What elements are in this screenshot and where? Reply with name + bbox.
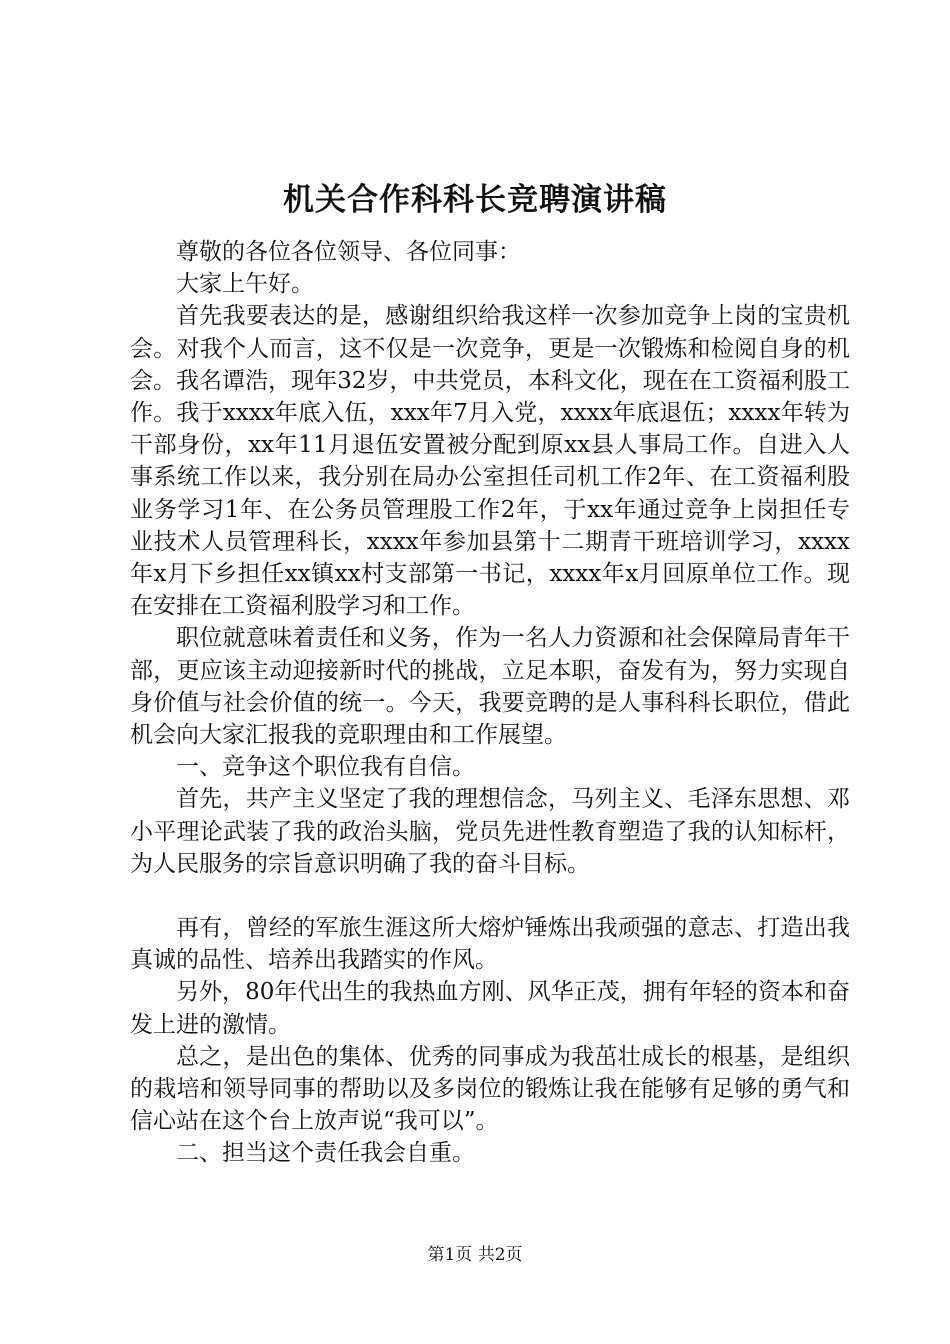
introduction-paragraph: 首先我要表达的是，感谢组织给我这样一次参加竞争上岗的宝贵机会。对我个人而言，这不仅是一次竞争，更是一次锻炼和检阅自身的机会。我名谭浩，现年32岁，中共党员，本科文化，现在在工资福利股工作。我于xxxx年底入伍，xxx年7月入党，xxxx年底退伍；xxxx年转为干部身份，xx年11月退伍安置被分配到原xx县人事局工作。自进入人事系统工作以来，我分别在局办公室担任司机工作2年、在工资福利股业务学习1年、在公务员管理股工作2年，于xx年通过竞争上岗担任专业技术人员管理科长，xxxx年参加县第十二期青干班培训学习，xxxx年x月下乡担任xx镇xx村支部第一书记，xxxx年x月回原单位工作。现在安排在工资福利股学习和工作。 — [130, 303, 850, 620]
document-title: 机关合作科科长竞聘演讲稿 — [283, 182, 667, 218]
greeting-paragraph: 大家上午好。 — [176, 271, 314, 298]
summary-paragraph: 总之，是出色的集体、优秀的同事成为我茁壮成长的根基，是组织的栽培和领导同事的帮助以及多岗位的锻炼让我在能够有足够的勇气和信心站在这个台上放声说“我可以”。 — [130, 1043, 850, 1135]
section-heading-one: 一、竞争这个职位我有自信。 — [176, 754, 475, 781]
document-body — [130, 236, 850, 1170]
position-paragraph: 职位就意味着责任和义务，作为一名人力资源和社会保障局青年干部，更应该主动迎接新时代的挑战，立足本职，奋发有为，努力实现自身价值与社会价值的统一。今天，我要竞聘的是人事科科长职位，借此机会向大家汇报我的竞职理由和工作展望。 — [130, 625, 850, 749]
belief-paragraph: 首先，共产主义坚定了我的理想信念，马列主义、毛泽东思想、邓小平理论武装了我的政治头脑，党员先进性教育塑造了我的认知标杆，为人民服务的宗旨意识明确了我的奋斗目标。 — [130, 786, 850, 877]
salutation-paragraph: 尊敬的各位各位领导、各位同事： — [176, 239, 521, 265]
page-number-footer: 第1页 共2页 — [427, 1245, 523, 1265]
military-paragraph: 再有，曾经的军旅生涯这所大熔炉锤炼出我顽强的意志、打造出我真诚的品性、培养出我踏实的作风。 — [130, 915, 850, 974]
section-heading-two: 二、担当这个责任我会自重。 — [176, 1140, 475, 1167]
youth-paragraph: 另外，80年代出生的我热血方刚、风华正茂，拥有年轻的资本和奋发上进的激情。 — [130, 979, 850, 1038]
